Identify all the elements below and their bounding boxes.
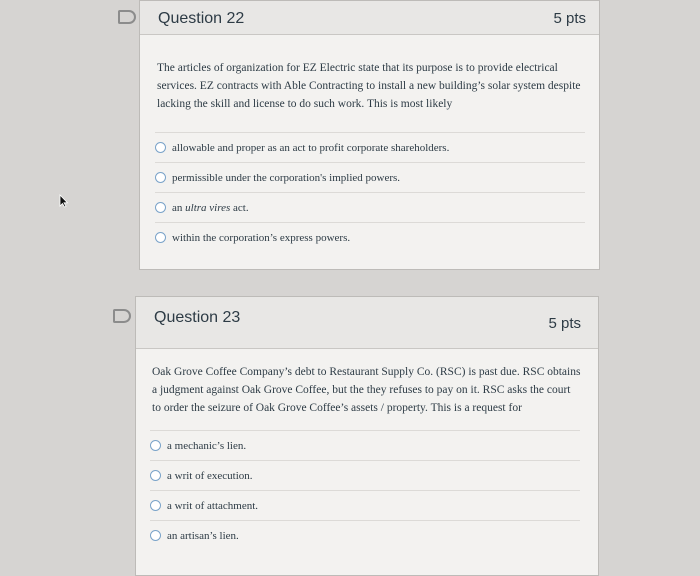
- flag-question-icon[interactable]: [118, 10, 136, 24]
- radio-button[interactable]: [150, 470, 161, 481]
- flag-question-icon[interactable]: [113, 309, 131, 323]
- radio-button[interactable]: [155, 202, 166, 213]
- question-title: Question 22: [158, 10, 245, 27]
- answer-label: allowable and proper as an act to profit corporate shareholders.: [172, 141, 450, 154]
- radio-button[interactable]: [155, 232, 166, 243]
- question-23-card: [135, 296, 599, 576]
- radio-button[interactable]: [155, 142, 166, 153]
- answer-option[interactable]: [150, 460, 580, 490]
- answer-option[interactable]: [150, 430, 580, 460]
- question-text: The articles of organization for EZ Electric state that its purpose is to provide electrical services. EZ contracts with Able Contracting to install a new building’s solar system despite lacking the skill and license to do such work. This is most likely: [157, 62, 581, 110]
- question-title: Question 23: [154, 309, 241, 326]
- answer-label: permissible under the corporation's implied powers.: [172, 171, 401, 184]
- question-text: Oak Grove Coffee Company’s debt to Restaurant Supply Co. (RSC) is past due. RSC obtains a judgment against Oak Grove Coffee, but the they refuses to pay on it. RSC asks the court to order the seizure of Oak Grove Coffee’s assets / property. This is a request for: [152, 366, 581, 414]
- answer-option[interactable]: [155, 222, 585, 252]
- question-header: [140, 1, 599, 35]
- answer-option[interactable]: [150, 490, 580, 520]
- question-points: 5 pts: [548, 315, 581, 332]
- answer-label: within the corporation’s express powers.: [172, 231, 351, 244]
- radio-button[interactable]: [150, 530, 161, 541]
- question-22-card: [139, 0, 600, 270]
- question-header: [136, 297, 598, 349]
- answer-label: an ultra vires act.: [172, 201, 249, 214]
- answer-option[interactable]: [155, 162, 585, 192]
- answer-option[interactable]: [155, 192, 585, 222]
- radio-button[interactable]: [155, 172, 166, 183]
- radio-button[interactable]: [150, 440, 161, 451]
- answer-label: a mechanic’s lien.: [167, 439, 247, 452]
- mouse-cursor-icon: [59, 194, 69, 208]
- answer-option[interactable]: [155, 132, 585, 162]
- answer-label: a writ of execution.: [167, 469, 253, 482]
- answer-label: an artisan’s lien.: [167, 529, 239, 542]
- answer-option[interactable]: [150, 520, 580, 550]
- question-points: 5 pts: [553, 10, 586, 27]
- answer-label: a writ of attachment.: [167, 499, 259, 512]
- radio-button[interactable]: [150, 500, 161, 511]
